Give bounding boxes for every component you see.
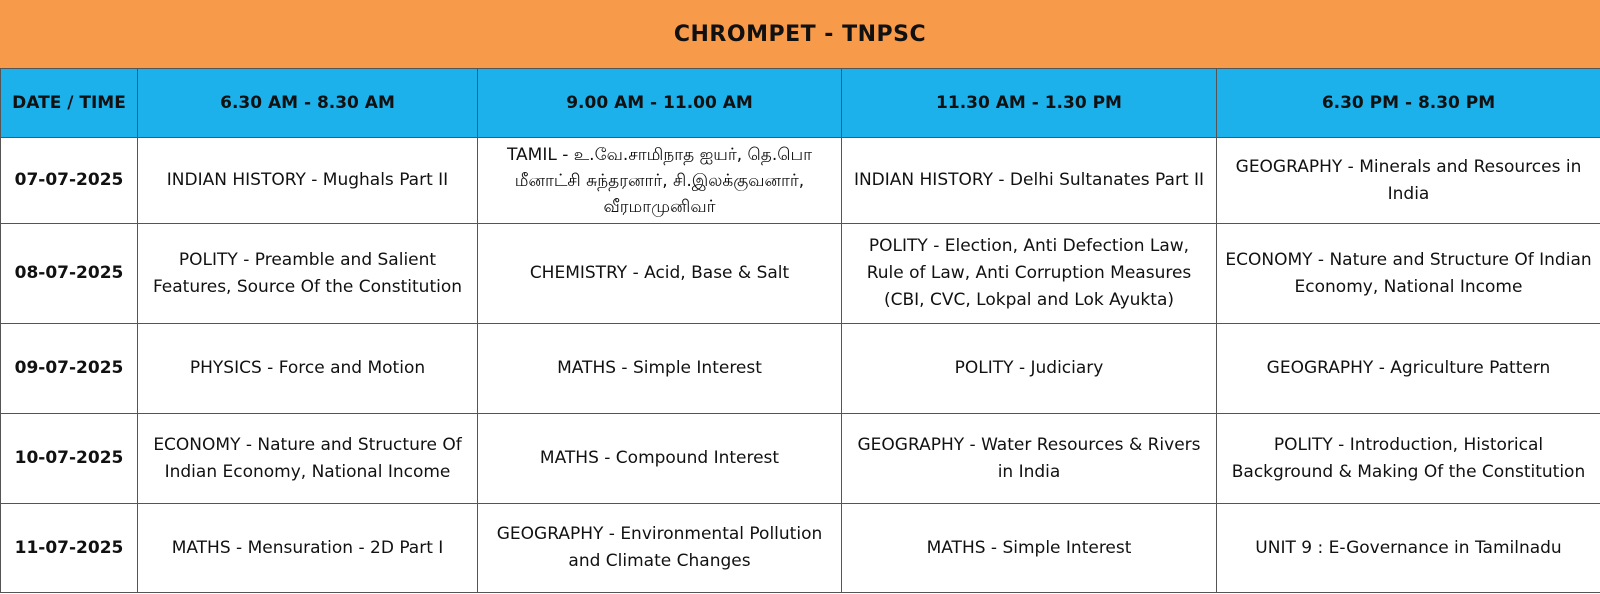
table-cell: MATHS - Simple Interest xyxy=(478,324,842,414)
table-cell: ECONOMY - Nature and Structure Of Indian Economy, National Income xyxy=(1217,224,1600,324)
table-cell: MATHS - Simple Interest xyxy=(842,504,1217,593)
header-slot-2: 9.00 AM - 11.00 AM xyxy=(478,69,842,138)
table-row xyxy=(1,504,1600,593)
row-date: 09-07-2025 xyxy=(1,324,138,414)
table-row xyxy=(1,138,1600,224)
table-cell: MATHS - Mensuration - 2D Part I xyxy=(138,504,478,593)
header-row xyxy=(1,69,1600,138)
header-slot-1: 6.30 AM - 8.30 AM xyxy=(138,69,478,138)
row-date: 11-07-2025 xyxy=(1,504,138,593)
table-cell: GEOGRAPHY - Agriculture Pattern xyxy=(1217,324,1600,414)
table-cell: UNIT 9 : E-Governance in Tamilnadu xyxy=(1217,504,1600,593)
row-date: 10-07-2025 xyxy=(1,414,138,504)
table-cell: TAMIL - உ.வே.சாமிநாத ஐயர், தெ.பொ மீனாட்சி சுந்தரனார், சி.இலக்குவனார், வீரமாமுனிவர் xyxy=(478,138,842,224)
table-cell: CHEMISTRY - Acid, Base & Salt xyxy=(478,224,842,324)
table-cell: POLITY - Judiciary xyxy=(842,324,1217,414)
row-date: 08-07-2025 xyxy=(1,224,138,324)
header-slot-4: 6.30 PM - 8.30 PM xyxy=(1217,69,1600,138)
table-cell: GEOGRAPHY - Water Resources & Rivers in India xyxy=(842,414,1217,504)
table-cell: POLITY - Election, Anti Defection Law, Rule of Law, Anti Corruption Measures (CBI, CVC, Lokpal and Lok Ayukta) xyxy=(842,224,1217,324)
table-cell: ECONOMY - Nature and Structure Of Indian Economy, National Income xyxy=(138,414,478,504)
table-cell: GEOGRAPHY - Environmental Pollution and Climate Changes xyxy=(478,504,842,593)
header-date-time: DATE / TIME xyxy=(1,69,138,138)
table-cell: INDIAN HISTORY - Delhi Sultanates Part II xyxy=(842,138,1217,224)
table-row xyxy=(1,224,1600,324)
header-slot-3: 11.30 AM - 1.30 PM xyxy=(842,69,1217,138)
table-row xyxy=(1,414,1600,504)
row-date: 07-07-2025 xyxy=(1,138,138,224)
table-cell: PHYSICS - Force and Motion xyxy=(138,324,478,414)
schedule-table xyxy=(0,68,1600,593)
table-cell: POLITY - Preamble and Salient Features, Source Of the Constitution xyxy=(138,224,478,324)
table-cell: INDIAN HISTORY - Mughals Part II xyxy=(138,138,478,224)
table-row xyxy=(1,324,1600,414)
page-title: CHROMPET - TNPSC xyxy=(0,0,1600,69)
table-cell: GEOGRAPHY - Minerals and Resources in India xyxy=(1217,138,1600,224)
table-cell: POLITY - Introduction, Historical Background & Making Of the Constitution xyxy=(1217,414,1600,504)
table-cell: MATHS - Compound Interest xyxy=(478,414,842,504)
